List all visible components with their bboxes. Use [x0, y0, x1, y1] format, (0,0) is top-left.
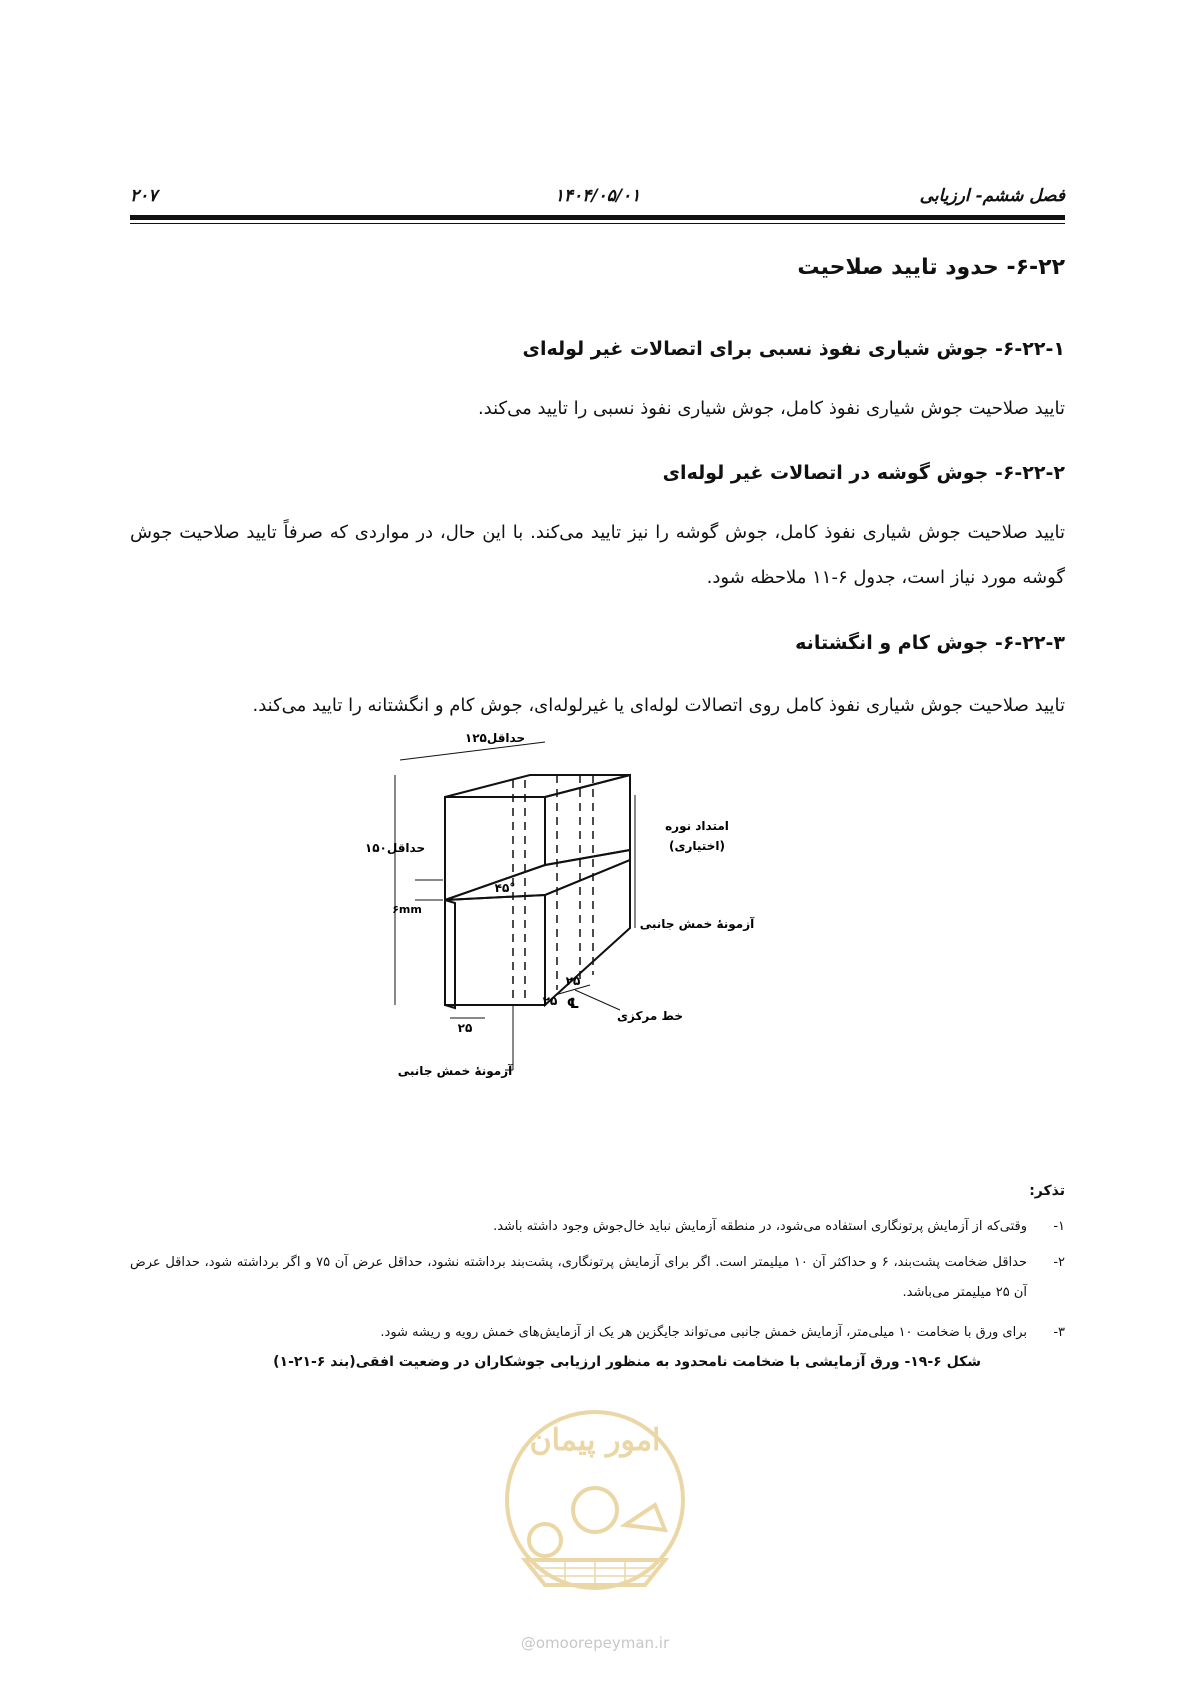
watermark-url: @omoorepeyman.ir: [520, 1634, 670, 1652]
label-25-right: ۲۵: [565, 974, 581, 988]
chapter-title: فصل ششم- ارزیابی: [919, 186, 1065, 206]
center-line-symbol: ℄: [566, 996, 580, 1012]
note-number: ۲-: [1053, 1255, 1065, 1270]
scale-icon: [529, 1524, 561, 1556]
bottom-plate-front-face: [445, 895, 545, 1005]
note-item: [130, 1318, 1065, 1348]
note-item: [130, 1248, 1065, 1310]
label-6mm: ۶mm: [392, 903, 422, 916]
page-number: ۲۰۷: [130, 186, 158, 206]
watermark-stamp: [495, 1390, 695, 1660]
weld-groove: [445, 850, 630, 900]
page-header: [130, 186, 1065, 208]
header-rule-thin: [130, 223, 1065, 224]
note-text: وقتی‌که از آزمایش پرتونگاری استفاده می‌شود، در منطقه آزمایش نباید خال‌جوش وجود داشته باشد.: [493, 1219, 1027, 1234]
subsection-text-1: تایید صلاحیت جوش شیاری نفوذ کامل، جوش شیاری نفوذ نسبی را تایید می‌کند.: [477, 398, 1065, 419]
excavator-icon: [625, 1505, 665, 1530]
label-angle-45: ۴۵°: [494, 881, 516, 895]
label-min-150: حداقل۱۵۰: [364, 841, 426, 855]
subsection-text-3: تایید صلاحیت جوش شیاری نفوذ کامل روی اتصالات لوله‌ای یا غیرلوله‌ای، جوش کام و انگشتانه را تایید می‌کند.: [252, 695, 1065, 716]
subsection-heading-1: ۶-۲۲-۱- جوش شیاری نفوذ نسبی برای اتصالات غیر لوله‌ای: [522, 338, 1065, 360]
note-number: ۳-: [1053, 1325, 1065, 1340]
test-plate-figure: [364, 731, 795, 1180]
label-side-bend-bottom: آزمونهٔ خمش جانبی: [397, 1064, 513, 1078]
gear-icon: [573, 1488, 617, 1532]
subsection-heading-3: ۶-۲۲-۳- جوش کام و انگشتانه: [795, 632, 1065, 654]
top-plate-top-face: [445, 775, 630, 797]
label-extension-line1: امتداد نوره: [665, 819, 729, 833]
figure-caption: شکل ۶-۱۹- ورق آزمایشی با ضخامت نامحدود به منظور ارزیابی جوشکاران در وضعیت افقی(بند ۶-۲۱-۱): [273, 1354, 981, 1370]
center-line-leader: [575, 990, 620, 1010]
watermark-brand: امور پیمان: [529, 1423, 661, 1458]
note-item: [130, 1212, 1065, 1242]
note-number: ۱-: [1053, 1219, 1065, 1234]
label-min-125: حداقل۱۲۵: [464, 731, 526, 745]
label-center-line: خط مرکزی: [616, 1009, 684, 1023]
label-25-left: ۲۵: [457, 1021, 473, 1035]
section-title: ۶-۲۲- حدود تایید صلاحیت: [797, 255, 1065, 280]
header-rule-thick: [130, 215, 1065, 220]
notes-title: تذکر:: [1029, 1183, 1065, 1199]
label-25-middle: ۲۵: [542, 994, 558, 1008]
header-date: ۱۴۰۴/۰۵/۰۱: [554, 186, 641, 206]
label-side-bend-right: آزمونهٔ خمش جانبی: [639, 917, 755, 931]
subsection-text-2: تایید صلاحیت جوش شیاری نفوذ کامل، جوش گوشه را نیز تایید می‌کند. با این حال، در مواردی که صرفاً تایید صلاحیت جوش گوشه مورد نیاز است، جدول ۶-۱۱ ملاحظه شود.: [130, 522, 1065, 588]
note-text: برای ورق با ضخامت ۱۰ میلی‌متر، آزمایش خمش جانبی می‌تواند جایگزین هر یک از آزمایش‌های خمش رویه و ریشه شود.: [380, 1325, 1027, 1340]
backing-strip: [445, 900, 455, 1008]
subsection-heading-2: ۶-۲۲-۲- جوش گوشه در اتصالات غیر لوله‌ای: [662, 462, 1065, 484]
note-text: حداقل ضخامت پشت‌بند، ۶ و حداکثر آن ۱۰ میلیمتر است. اگر برای آزمایش پرتونگاری، پشت‌بند برداشته نشود، حداقل عرض آن ۷۵ و اگر برداشته شود، حداقل عرض آن ۲۵ میلیمتر می‌باشد.: [130, 1255, 1028, 1300]
label-extension-line2: (اختیاری): [669, 839, 725, 853]
